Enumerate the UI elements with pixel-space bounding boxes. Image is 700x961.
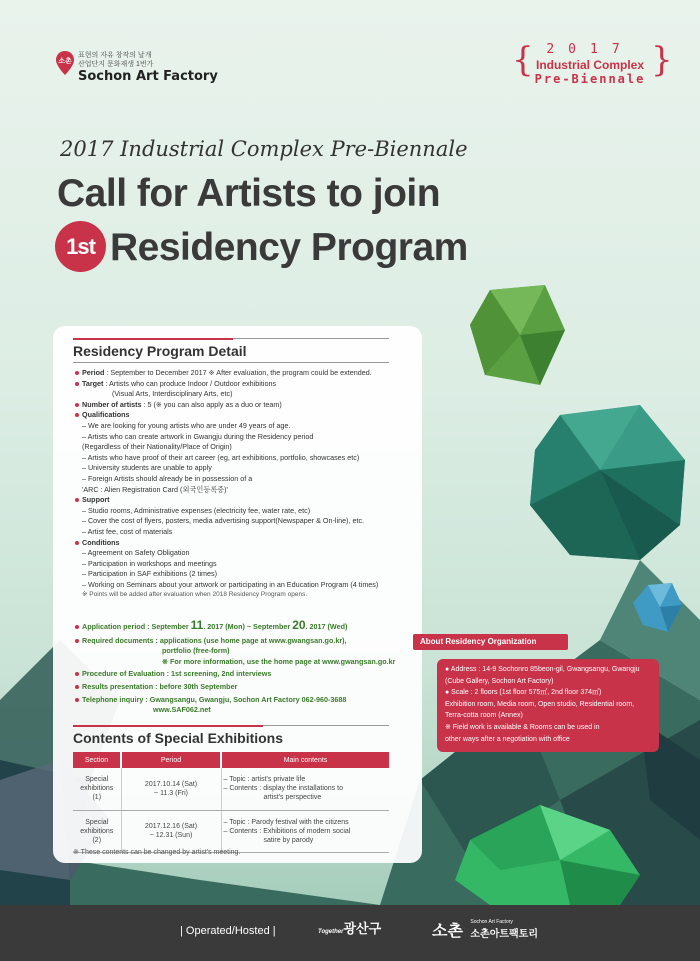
section-text: (2) [92, 836, 102, 844]
number-label: Number of artists [82, 399, 142, 409]
contents-text: – Contents : display the installations to [223, 785, 343, 793]
detail-body [75, 368, 405, 601]
support-line [75, 495, 405, 506]
row-period [121, 768, 221, 810]
main-title-line2: Residency Program [110, 226, 468, 269]
period-text: ~ 11.3 (Fri) [154, 789, 188, 797]
period-line [75, 368, 405, 379]
documents-line [75, 636, 415, 647]
support-item: – Artist fee, cost of materials [82, 526, 173, 536]
period-day1: 11 [190, 618, 204, 632]
pin-logo-text: 소촌 [58, 57, 72, 65]
qual-item: – University students are unable to apply [82, 463, 212, 473]
about-line: ※ Field work is available & Rooms can be used in [445, 723, 600, 731]
support-label: Support [82, 495, 110, 505]
table-header-row [73, 752, 389, 768]
first-badge: 1st [55, 221, 106, 272]
row-section [73, 810, 121, 852]
target-line [75, 379, 405, 390]
operated-hosted-label: | Operated/Hosted | [180, 925, 276, 937]
bullet-icon [75, 403, 79, 407]
org-name: Sochon Art Factory [78, 69, 218, 84]
telephone-line [75, 695, 415, 706]
bullet-icon [75, 639, 79, 643]
pre-biennale-line1: Industrial Complex [535, 58, 645, 72]
contents-text: – Topic : Parody festival with the citizens [223, 818, 349, 826]
org-tagline-1: 표현의 자유 창작의 날개 [78, 52, 152, 59]
cond-line [75, 538, 405, 549]
contents-text: satire by parody [263, 836, 314, 844]
bullet-icon [75, 371, 79, 375]
period-c: . 2017 (Wed) [305, 622, 348, 631]
about-line: (Cube Gallery, Sochon Art Factory) [445, 677, 554, 685]
bullet-icon [75, 413, 79, 417]
col-main-contents: Main contents [221, 752, 389, 768]
subtitle: 2017 Industrial Complex Pre-Biennale [60, 137, 468, 161]
row-section [73, 768, 121, 810]
about-line: other ways after a negotiation with office [445, 735, 570, 743]
about-line: ● Scale : 2 floors (1st floor 575㎡, 2nd floor 374㎡) [445, 689, 602, 697]
right-brace-icon: } [651, 40, 673, 80]
cond-item: – Participation in workshops and meetings [82, 558, 217, 568]
row-contents [221, 810, 389, 852]
period-label: Period [82, 368, 105, 377]
contents-text: artist's perspective [263, 794, 322, 802]
section-accent-bar [73, 725, 263, 727]
cond-note: ※ Points will be added after evaluation when 2018 Residency Program opens. [82, 591, 308, 599]
about-box [437, 659, 659, 752]
results-text: Results presentation : before 30th September [82, 681, 238, 691]
contents-text: – Contents : Exhibitions of modern social [223, 827, 351, 835]
number-text: : 5 (※ you can also apply as a duo or team) [141, 399, 282, 409]
gwangsan-logo [318, 918, 381, 937]
qual-item: (Regardless of their Nationality/Place of Origin) [82, 442, 232, 452]
sochon-logo [432, 918, 538, 941]
exhibitions-note: ※ These contents can be changed by artist's meeting. [73, 849, 241, 856]
period-a: Application period : September [82, 622, 191, 631]
procedure-text: Procedure of Evaluation : 1st screening, 2nd interviews [82, 669, 272, 679]
cond-item: – Agreement on Safety Obligation [82, 548, 190, 558]
website-link[interactable]: www.SAF062.net [153, 705, 211, 715]
telephone-text: Telephone inquiry : Gwangsangu, Gwangju, Sochon Art Factory 062-960-3688 [82, 694, 347, 704]
target-text: : Artists who can produce Indoor / Outdoor exhibitions [103, 378, 277, 388]
table-row [73, 810, 389, 852]
pre-biennale-year: 2017 [546, 42, 634, 57]
period-text: 2017.10.14 (Sat) [144, 780, 198, 788]
about-line: Terra-cotta room (Annex) [445, 712, 523, 720]
period-text: ~ 12.31 (Sun) [149, 832, 193, 839]
procedure-line [75, 669, 415, 680]
section-text: exhibitions [80, 785, 114, 793]
period-b: . 2017 (Mon) ~ September [203, 622, 293, 631]
pre-biennale-line2: Pre-Biennale [534, 72, 646, 86]
section-text: Special [85, 818, 109, 826]
about-line: Exhibition room, Media room, Open studio, Residential room, [445, 700, 635, 708]
section-text: Special [85, 776, 109, 784]
period-text: 2017.12.16 (Sat) [144, 823, 198, 830]
application-period [75, 620, 415, 633]
col-section: Section [73, 752, 121, 768]
cond-label: Conditions [82, 537, 120, 547]
sochon-small: Sochon Art Factory [470, 919, 513, 925]
qual-item: 'ARC : Alien Registration Card (외국인등록증)' [82, 484, 228, 494]
gwangsan-small: Together [318, 929, 344, 935]
results-line [75, 682, 415, 693]
table-row [73, 768, 389, 810]
target-text-2: (Visual Arts, Interdisciplinary Arts, etc) [112, 389, 233, 399]
section-rule [233, 338, 389, 339]
qual-item: – Foreign Artists should already be in possession of a [82, 473, 253, 483]
left-brace-icon: { [512, 40, 534, 80]
about-tag: About Residency Organization [413, 634, 568, 650]
bullet-icon [75, 698, 79, 702]
location-pin-logo-icon [55, 50, 75, 76]
bullet-icon [75, 382, 79, 386]
period-day2: 20 [292, 618, 306, 632]
contents-text: – Topic : artist's private life [223, 776, 306, 784]
qual-item: – Artists who can create artwork in Gwangju during the Residency period [82, 431, 314, 441]
cond-item: – Participation in SAF exhibitions (2 times) [82, 569, 218, 579]
bullet-icon [75, 672, 79, 676]
period-text: : September to December 2017 ※ After evaluation, the program could be extended. [104, 368, 372, 377]
qual-item: – Artists who have proof of their art career (eg, art exhibitions, portfolio, showcases etc) [82, 452, 360, 462]
exhibitions-heading: Contents of Special Exhibitions [73, 730, 284, 746]
qual-item: – We are looking for young artists who are under 49 years of age. [82, 420, 291, 430]
org-tagline-2: 산업단지 문화재생 1번가 [78, 61, 154, 68]
documents-3: ※ For more information, use the home page at www.gwangsan.go.kr [162, 656, 396, 666]
target-label: Target [82, 378, 104, 388]
sochon-name: 소촌아트팩토리 [470, 929, 538, 940]
bullet-icon [75, 498, 79, 502]
sochon-mark: 소촌 [432, 923, 463, 940]
about-line: ● Address : 14-9 Sochonro 85beon-gil, Gwangsangu, Gwangju [445, 666, 640, 673]
support-item: – Cover the cost of flyers, posters, media advertising support(Newspaper & On-line), etc. [82, 516, 365, 526]
support-item: – Studio rooms, Administrative expenses (electricity fee, water rate, etc) [82, 505, 311, 515]
section-rule [263, 725, 389, 726]
section-text: (1) [92, 794, 102, 802]
col-period: Period [121, 752, 221, 768]
row-contents [221, 768, 389, 810]
documents-1: Required documents : applications (use home page at www.gwangsan.go.kr), [82, 635, 347, 645]
bullet-icon [75, 541, 79, 545]
apply-info [75, 620, 415, 716]
qual-label: Qualifications [82, 410, 130, 420]
exhibitions-table [73, 752, 389, 853]
detail-heading: Residency Program Detail [73, 343, 247, 359]
gwangsan-name: 광산구 [343, 921, 382, 936]
bullet-icon [75, 685, 79, 689]
bullet-icon [75, 625, 79, 629]
main-title-line1: Call for Artists to join [57, 172, 441, 215]
cond-item: – Working on Seminars about your artwork or participating in an Education Program (4 times) [82, 579, 379, 589]
qual-line [75, 410, 405, 421]
number-line [75, 400, 405, 411]
section-accent-bar [73, 338, 233, 340]
section-rule [73, 362, 389, 363]
documents-2: portfolio (free-form) [162, 646, 230, 656]
section-text: exhibitions [80, 827, 114, 835]
row-period [121, 810, 221, 852]
